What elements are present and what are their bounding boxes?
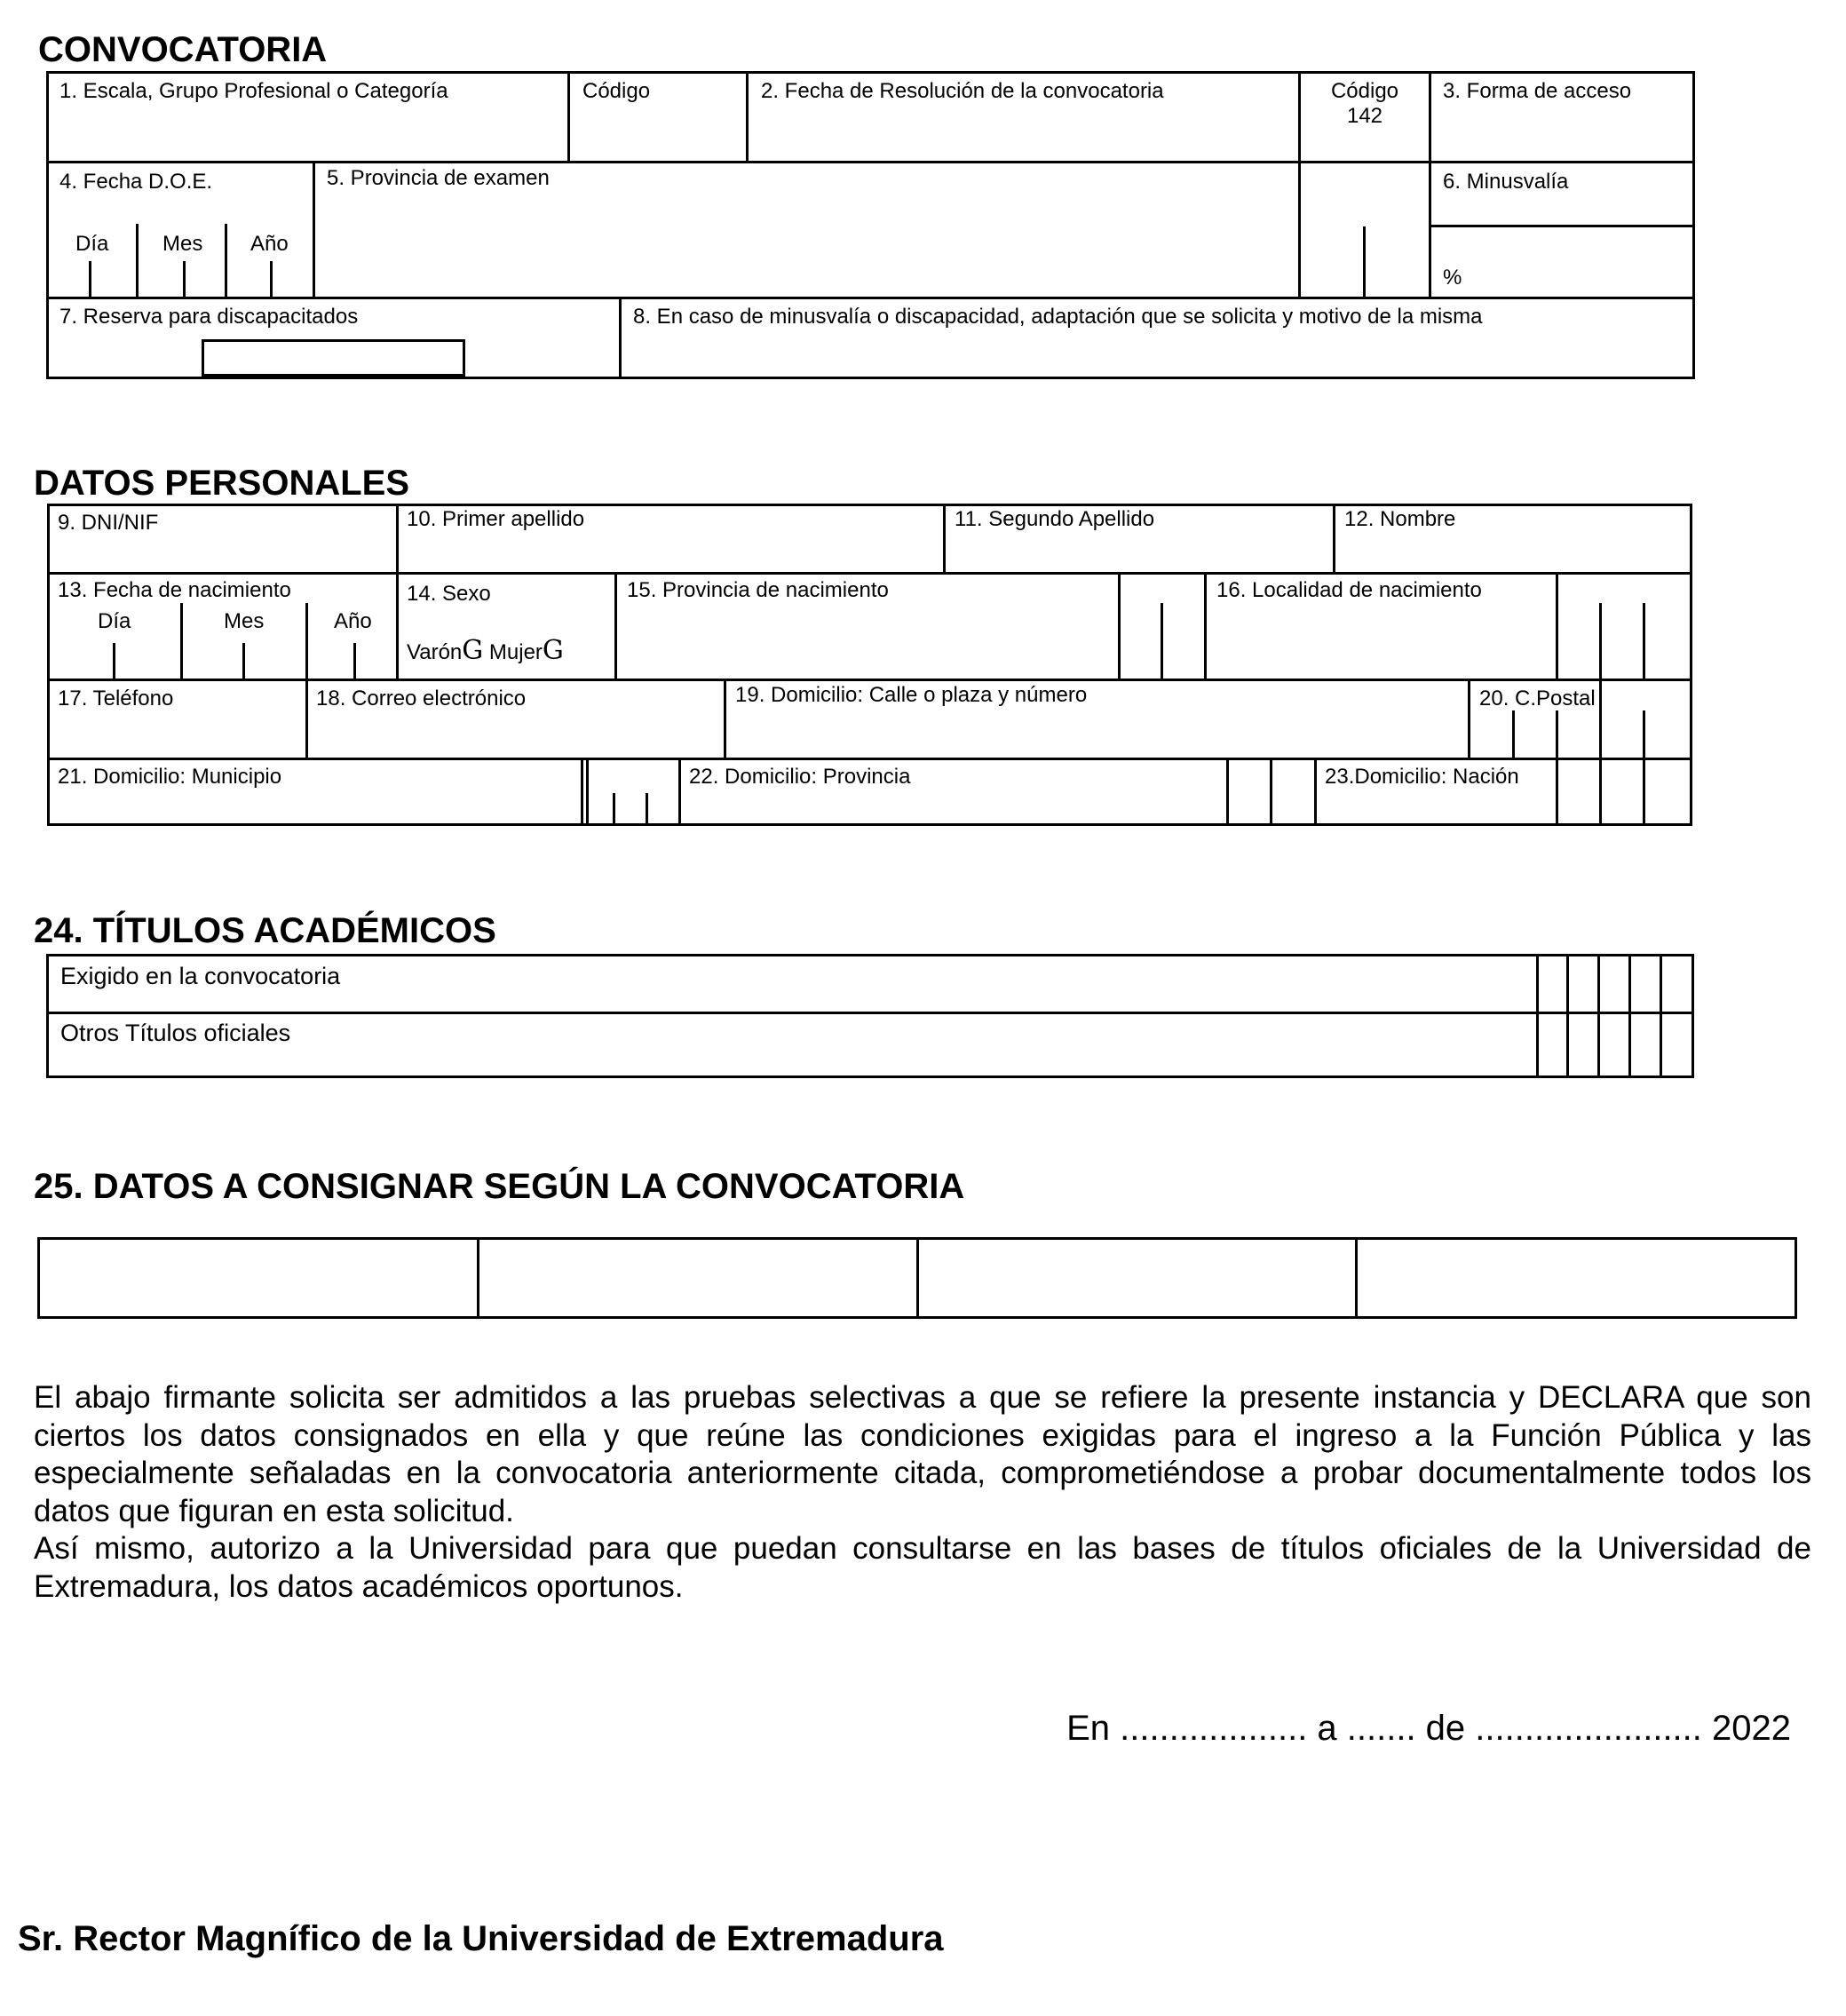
fecha-firma-line: En ................... a ....... de ....................... 2022 — [1066, 1709, 1791, 1748]
declaracion-text — [34, 1379, 1811, 1607]
declaracion-p1: El abajo firmante solicita ser admitidos a las pruebas selectivas a que se refiere la presente instancia y DECLARA que son ciertos los datos consignados en ella y que reúne las condiciones exigidas para el ingreso a la Función Pública y las especialmente señaladas en la convocatoria anteriormente citada, comprometiéndose a probar documentalmente todos los datos que figuran en esta solicitud. — [34, 1380, 1811, 1528]
field-label-codigo: Código — [582, 79, 651, 103]
codigo-value: 142 — [1346, 104, 1383, 128]
field-label-nac-anio: Año — [334, 609, 372, 633]
field-label-provincia-nacimiento: 15. Provincia de nacimiento — [627, 578, 889, 602]
label-varon: Varón — [407, 640, 463, 664]
field-label-sexo: 14. Sexo — [407, 582, 491, 606]
field-label-fecha-doe: 4. Fecha D.O.E. — [59, 170, 213, 194]
field-label-nac-mes: Mes — [224, 609, 265, 633]
field-label-escala: 1. Escala, Grupo Profesional o Categoría — [59, 79, 448, 103]
field-label-localidad-nacimiento: 16. Localidad de nacimiento — [1216, 578, 1482, 602]
reserva-discapacitados-box[interactable] — [202, 339, 465, 377]
field-label-nombre: 12. Nombre — [1344, 507, 1456, 531]
field-label-calle: 19. Domicilio: Calle o plaza y número — [735, 683, 1088, 707]
field-label-nacion: 23.Domicilio: Nación — [1325, 765, 1519, 789]
field-label-doe-dia: Día — [75, 232, 109, 256]
field-label-provincia-examen: 5. Provincia de examen — [327, 166, 550, 190]
field-label-otros-titulos: Otros Títulos oficiales — [60, 1020, 291, 1046]
section-title-datos-consignar: 25. DATOS A CONSIGNAR SEGÚN LA CONVOCATORIA — [34, 1167, 965, 1206]
section-title-datos-personales: DATOS PERSONALES — [34, 464, 410, 503]
field-label-adaptacion: 8. En caso de minusvalía o discapacidad, adaptación que se solicita y motivo de la misma — [633, 305, 1483, 329]
field-label-reserva: 7. Reserva para discapacitados — [59, 305, 359, 329]
field-label-dni: 9. DNI/NIF — [58, 511, 159, 535]
percent-sign: % — [1443, 266, 1462, 290]
field-label-domicilio-provincia: 22. Domicilio: Provincia — [689, 765, 911, 789]
field-label-fecha-nacimiento: 13. Fecha de nacimiento — [58, 578, 291, 602]
field-label-forma-acceso: 3. Forma de acceso — [1443, 79, 1632, 103]
field-label-exigido: Exigido en la convocatoria — [60, 963, 341, 989]
section-title-convocatoria: CONVOCATORIA — [38, 30, 328, 69]
field-label-municipio: 21. Domicilio: Municipio — [58, 765, 282, 789]
field-label-doe-mes: Mes — [162, 232, 203, 256]
field-label-cpostal: 20. C.Postal — [1479, 687, 1596, 710]
declaracion-p2: Así mismo, autorizo a la Universidad para que puedan consultarse en las bases de títulos oficiales de la Universidad de Extremadura, los datos académicos oportunos. — [34, 1531, 1811, 1604]
varon-checkbox[interactable]: G — [462, 635, 484, 666]
destinatario: Sr. Rector Magnífico de la Universidad de Extremadura — [18, 1919, 944, 1958]
field-label-minusvalia: 6. Minusvalía — [1443, 170, 1569, 194]
field-label-fecha-resolucion: 2. Fecha de Resolución de la convocatoria — [761, 79, 1164, 103]
sexo-options — [407, 635, 564, 666]
field-label-doe-anio: Año — [250, 232, 289, 256]
field-label-segundo-apellido: 11. Segundo Apellido — [955, 507, 1155, 531]
field-label-primer-apellido: 10. Primer apellido — [407, 507, 585, 531]
field-label-nac-dia: Día — [98, 609, 131, 633]
section-title-titulos: 24. TÍTULOS ACADÉMICOS — [34, 911, 496, 950]
field-label-codigo-2: Código — [1330, 79, 1399, 103]
field-label-correo: 18. Correo electrónico — [316, 687, 527, 710]
label-mujer: Mujer — [488, 640, 543, 664]
mujer-checkbox[interactable]: G — [542, 635, 564, 666]
field-label-telefono: 17. Teléfono — [58, 687, 174, 710]
